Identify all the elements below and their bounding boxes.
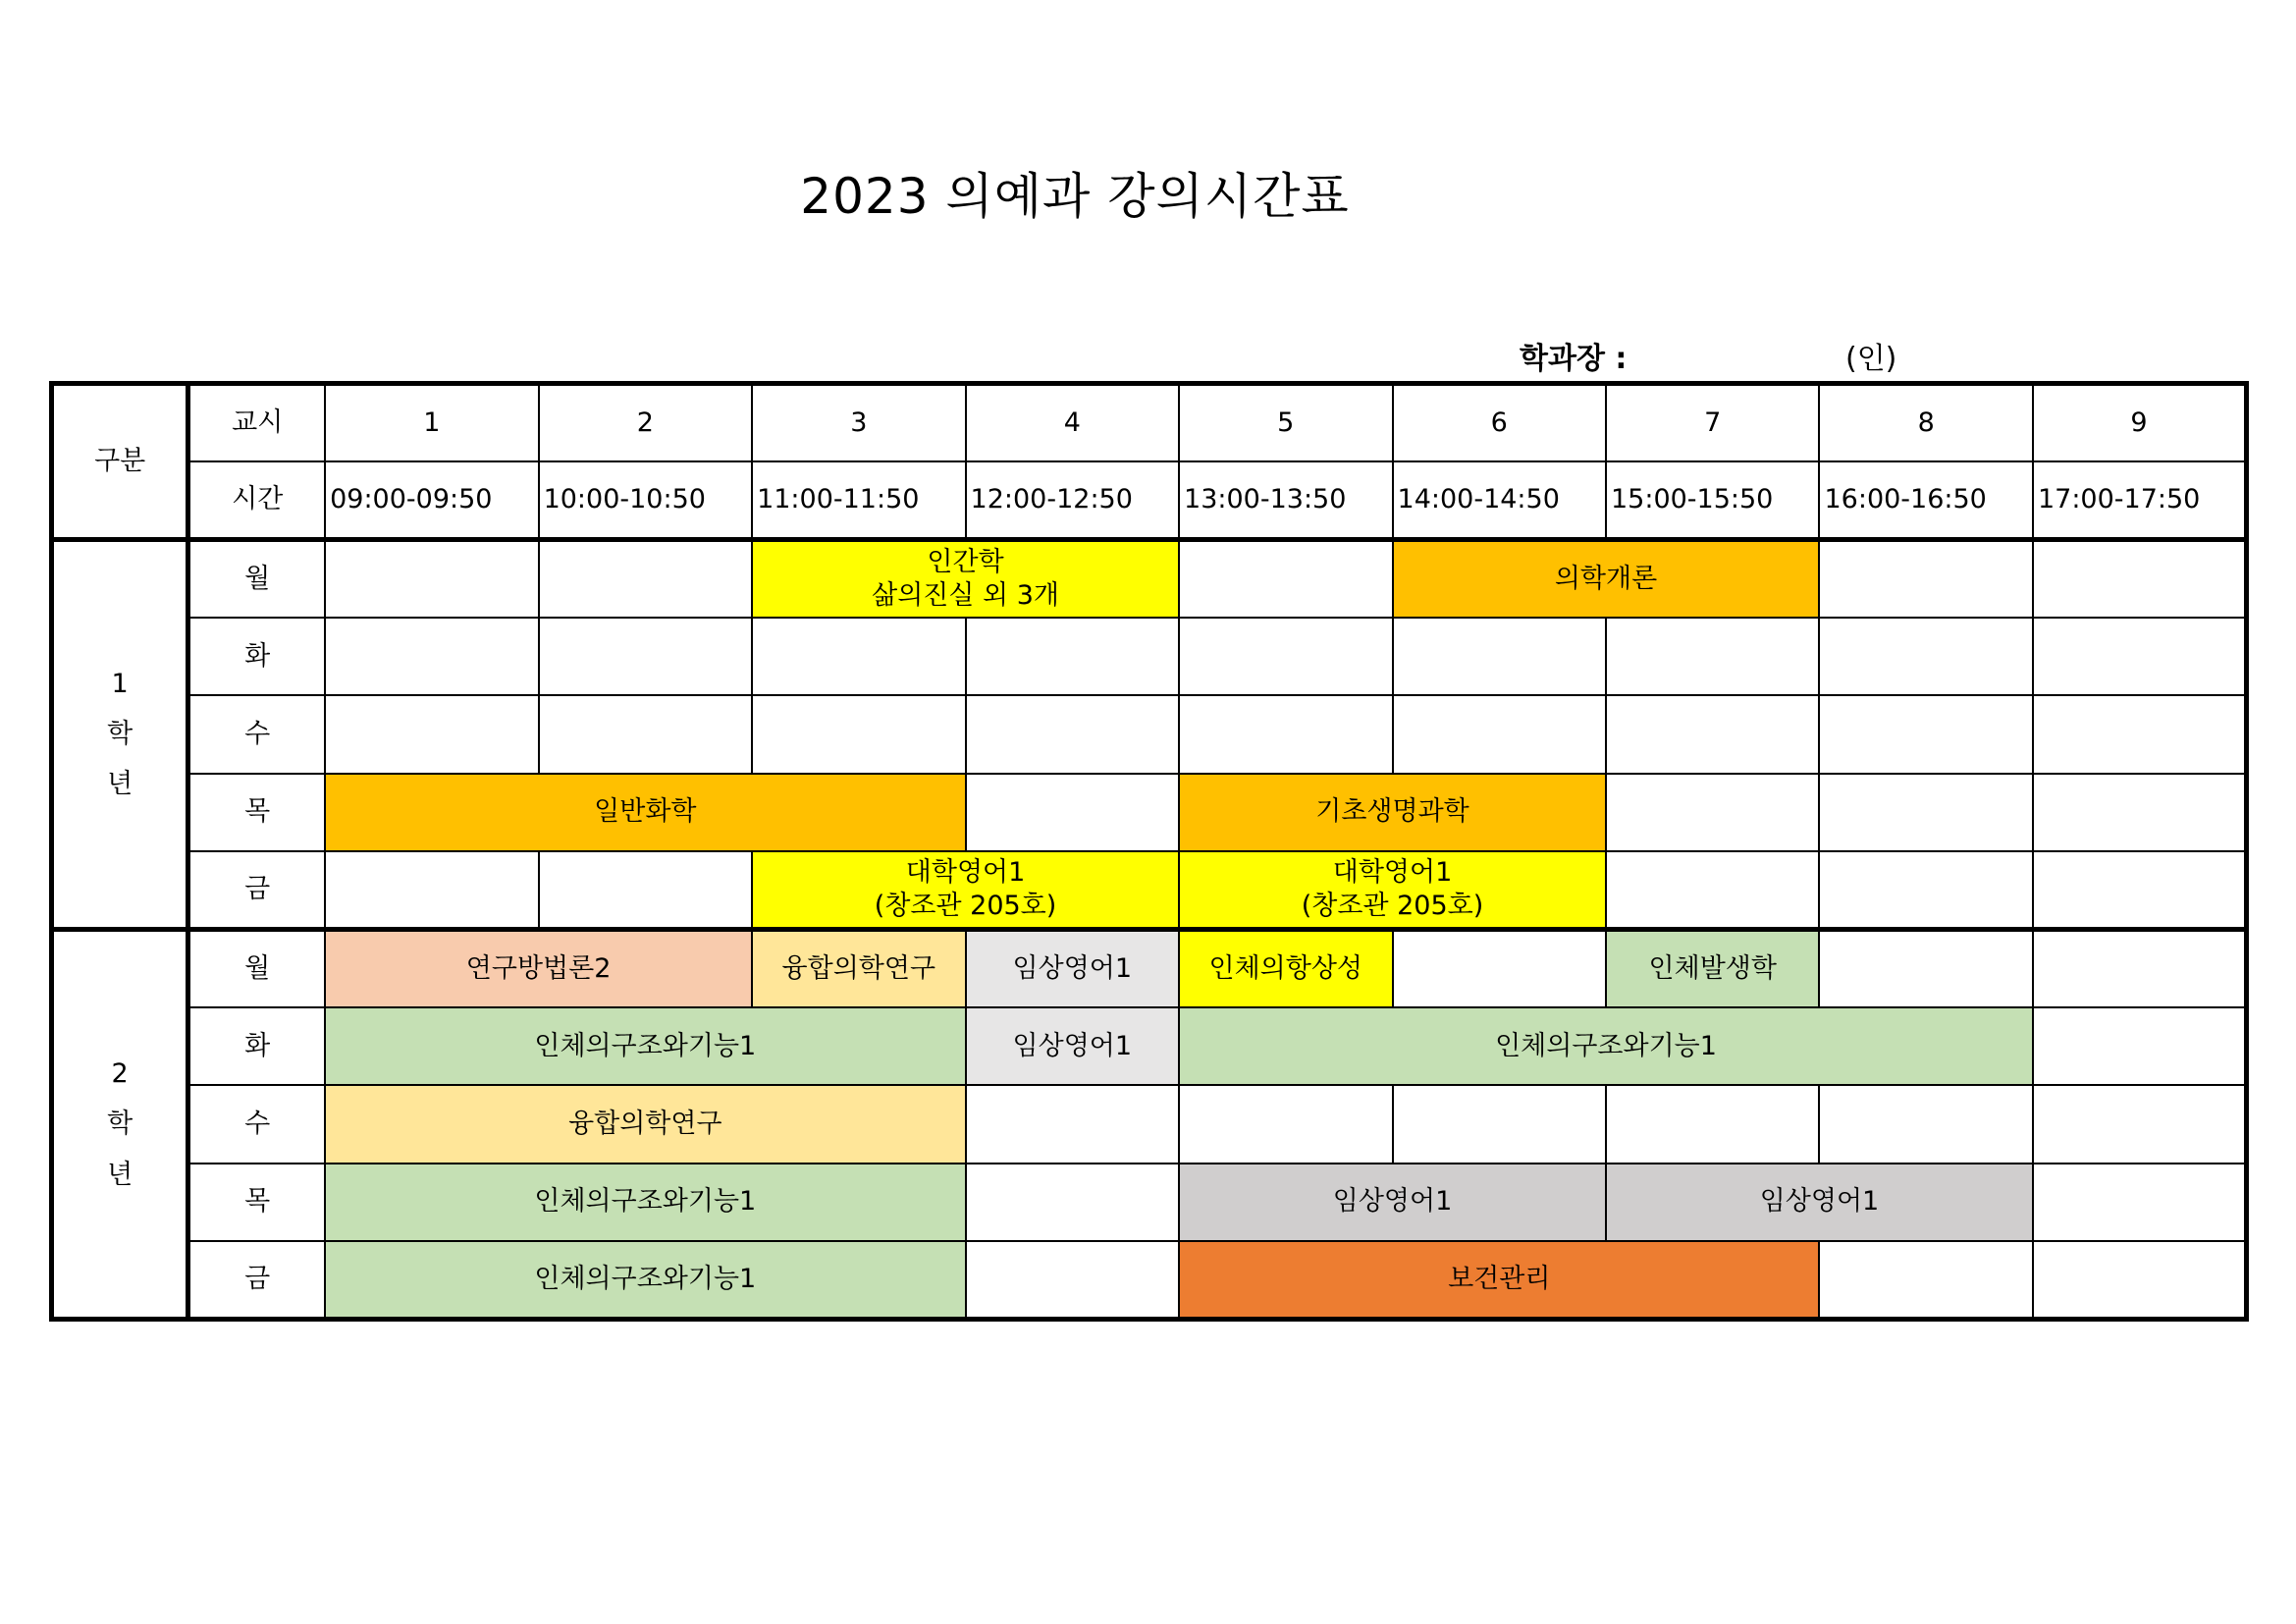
empty-cell xyxy=(1606,618,1819,695)
day-tue: 화 xyxy=(188,618,325,695)
grade1-fri-row xyxy=(52,851,2247,929)
course-cell: 연구방법론2 xyxy=(325,929,752,1006)
empty-cell xyxy=(1606,774,1819,851)
grade1-tue-row xyxy=(52,618,2247,695)
empty-cell xyxy=(966,618,1179,695)
grade2-thu-row xyxy=(52,1164,2247,1241)
empty-cell xyxy=(1393,695,1606,773)
header-time-row xyxy=(52,461,2247,539)
empty-cell xyxy=(1819,1241,2032,1320)
empty-cell xyxy=(2033,695,2247,773)
empty-cell xyxy=(2033,539,2247,617)
course-cell: 융합의학연구 xyxy=(325,1085,965,1163)
time-1: 09:00-09:50 xyxy=(325,461,538,539)
course-cell: 인체의구조와기능1 xyxy=(1179,1007,2033,1085)
empty-cell xyxy=(539,851,752,929)
course-cell: 인간학 삶의진실 외 3개 xyxy=(752,539,1179,617)
timetable xyxy=(49,381,2249,1322)
grade2-fri-row xyxy=(52,1241,2247,1320)
empty-cell xyxy=(966,1164,1179,1241)
period-label: 교시 xyxy=(188,384,325,461)
empty-cell xyxy=(2033,774,2247,851)
empty-cell xyxy=(2033,1007,2247,1085)
time-3: 11:00-11:50 xyxy=(752,461,965,539)
empty-cell xyxy=(539,539,752,617)
time-label: 시간 xyxy=(188,461,325,539)
day-fri: 금 xyxy=(188,851,325,929)
empty-cell xyxy=(2033,929,2247,1006)
time-7: 15:00-15:50 xyxy=(1606,461,1819,539)
header-period-row xyxy=(52,384,2247,461)
day-wed: 수 xyxy=(188,1085,325,1163)
grade2-mon-row xyxy=(52,929,2247,1006)
period-7: 7 xyxy=(1606,384,1819,461)
seal-mark: (인) xyxy=(1845,342,1897,376)
empty-cell xyxy=(1606,695,1819,773)
empty-cell xyxy=(1179,539,1392,617)
grade2-label: 2 학 년 xyxy=(52,929,188,1319)
gubun-header: 구분 xyxy=(52,384,188,540)
empty-cell xyxy=(325,618,538,695)
course-cell: 일반화학 xyxy=(325,774,965,851)
day-fri: 금 xyxy=(188,1241,325,1320)
course-cell: 대학영어1 (창조관 205호) xyxy=(752,851,1179,929)
period-1: 1 xyxy=(325,384,538,461)
period-6: 6 xyxy=(1393,384,1606,461)
empty-cell xyxy=(1179,1085,1392,1163)
period-9: 9 xyxy=(2033,384,2247,461)
course-cell: 임상영어1 xyxy=(1179,1164,1606,1241)
day-thu: 목 xyxy=(188,774,325,851)
time-8: 16:00-16:50 xyxy=(1819,461,2032,539)
day-thu: 목 xyxy=(188,1164,325,1241)
grade1-label: 1 학 년 xyxy=(52,539,188,929)
empty-cell xyxy=(1819,774,2032,851)
empty-cell xyxy=(752,695,965,773)
course-cell: 융합의학연구 xyxy=(752,929,965,1006)
course-cell: 임상영어1 xyxy=(966,929,1179,1006)
empty-cell xyxy=(1606,1085,1819,1163)
course-cell: 보건관리 xyxy=(1179,1241,1819,1320)
course-cell: 의학개론 xyxy=(1393,539,1820,617)
empty-cell xyxy=(325,851,538,929)
empty-cell xyxy=(966,774,1179,851)
empty-cell xyxy=(2033,1164,2247,1241)
grade2-wed-row xyxy=(52,1085,2247,1163)
empty-cell xyxy=(1606,851,1819,929)
empty-cell xyxy=(2033,851,2247,929)
course-cell: 인체의구조와기능1 xyxy=(325,1164,965,1241)
empty-cell xyxy=(752,618,965,695)
page-title: 2023 의예과 강의시간표 xyxy=(800,168,1350,225)
empty-cell xyxy=(1393,618,1606,695)
empty-cell xyxy=(1819,929,2032,1006)
empty-cell xyxy=(2033,1241,2247,1320)
empty-cell xyxy=(539,618,752,695)
course-cell: 인체의항상성 xyxy=(1179,929,1392,1006)
empty-cell xyxy=(325,695,538,773)
period-5: 5 xyxy=(1179,384,1392,461)
period-3: 3 xyxy=(752,384,965,461)
empty-cell xyxy=(1819,539,2032,617)
day-wed: 수 xyxy=(188,695,325,773)
empty-cell xyxy=(1819,618,2032,695)
signature-line xyxy=(1520,334,1897,377)
empty-cell xyxy=(1179,618,1392,695)
course-cell: 임상영어1 xyxy=(966,1007,1179,1085)
course-cell: 임상영어1 xyxy=(1606,1164,2033,1241)
course-cell: 인체의구조와기능1 xyxy=(325,1241,965,1320)
period-2: 2 xyxy=(539,384,752,461)
empty-cell xyxy=(1393,1085,1606,1163)
grade1-thu-row xyxy=(52,774,2247,851)
empty-cell xyxy=(966,1085,1179,1163)
signature-label: 학과장 : xyxy=(1520,342,1628,376)
empty-cell xyxy=(1819,851,2032,929)
grade1-mon-row xyxy=(52,539,2247,617)
day-mon: 월 xyxy=(188,539,325,617)
day-mon: 월 xyxy=(188,929,325,1006)
course-cell: 기초생명과학 xyxy=(1179,774,1606,851)
empty-cell xyxy=(1393,929,1606,1006)
time-9: 17:00-17:50 xyxy=(2033,461,2247,539)
grade1-wed-row xyxy=(52,695,2247,773)
empty-cell xyxy=(2033,1085,2247,1163)
period-4: 4 xyxy=(966,384,1179,461)
period-8: 8 xyxy=(1819,384,2032,461)
empty-cell xyxy=(966,695,1179,773)
time-6: 14:00-14:50 xyxy=(1393,461,1606,539)
course-cell: 인체의구조와기능1 xyxy=(325,1007,965,1085)
grade2-tue-row xyxy=(52,1007,2247,1085)
time-5: 13:00-13:50 xyxy=(1179,461,1392,539)
empty-cell xyxy=(1819,1085,2032,1163)
course-cell: 인체발생학 xyxy=(1606,929,1819,1006)
course-cell: 대학영어1 (창조관 205호) xyxy=(1179,851,1606,929)
day-tue: 화 xyxy=(188,1007,325,1085)
empty-cell xyxy=(1179,695,1392,773)
empty-cell xyxy=(539,695,752,773)
empty-cell xyxy=(2033,618,2247,695)
empty-cell xyxy=(325,539,538,617)
empty-cell xyxy=(1819,695,2032,773)
empty-cell xyxy=(966,1241,1179,1320)
time-2: 10:00-10:50 xyxy=(539,461,752,539)
time-4: 12:00-12:50 xyxy=(966,461,1179,539)
